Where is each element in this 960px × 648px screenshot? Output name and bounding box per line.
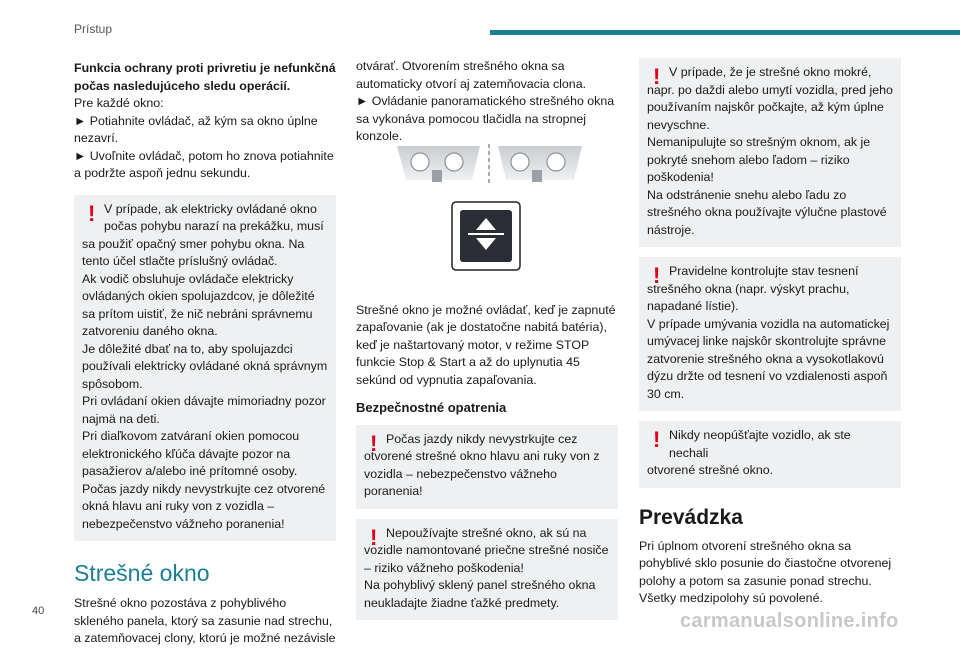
warning-text-first: Nepoužívajte strešné okno, ak sú na	[386, 525, 587, 540]
paragraph: otvárať. Otvorením strešného okna sa automaticky otvorí aj zatemňovacia clona.	[356, 59, 587, 91]
warning-text-first: V prípade, že je strešné okno mokré,	[669, 65, 872, 79]
section-title: Prevádzka	[639, 505, 743, 529]
header-accent-bar	[490, 30, 960, 35]
warning-box	[639, 257, 901, 411]
warning-text: otvorené strešné okno hlavu ani ruky von z vozidla – nebezpečenstvo vážneho poranenia!	[364, 449, 600, 498]
section-text: Strešné okno pozostáva z pohyblivého skleného panela, ktorý sa zasunie nad strechu, a zatemňovacej clony, ktorú je možné nezávisle	[74, 596, 336, 645]
warning-box	[356, 425, 618, 509]
warning-icon: !	[370, 524, 378, 550]
warning-text-first: Pravidelne kontrolujte stav tesnení	[669, 264, 859, 278]
warning-text: strešného okna (napr. výskyt prachu, napadané lístie). V prípade umývania vozidla na automatickej umývacej linke najskôr skontrolujte správne zatvorenie strešného okna a vysokotlakovú dýzu držte od tesnení vo vzdialenosti aspoň 30 cm.	[647, 281, 890, 401]
warning-icon: !	[88, 200, 96, 226]
warning-text: vozidle namontované priečne strešné nosiče – riziko vážneho poškodenia! Na pohyblivý sklený panel strešného okna neukladajte žiadne ťažké predmety.	[364, 543, 609, 610]
warning-icon: !	[370, 430, 378, 456]
intro-bold: Funkcia ochrany proti privretiu je nefunkčná počas nasledujúceho sledu operácií.	[74, 61, 336, 93]
column-1	[74, 58, 336, 648]
warning-text: sa použiť opačný smer pohybu okna. Na tento účel stlačte príslušný ovládač. Ak vodič obsluhuje ovládače elektricky ovládaných okien spolujazdcov, je dôležité sa prítom uistiť, že nič nebráni správnemu zatvoreniu daného okna. Je dôležité dbať na to, aby spolujazdci používali elektricky ovládané okná správnym spôsobom. Pri ovládaní okien dávajte mimoriadny pozor najmä na deti. Pri diaľkovom zatváraní okien pomocou elektronického kľúča dávajte pozor na pasažierov a/alebo iné prítomné osoby. Počas jazdy nikdy nevystrkujte cez otvorené okná hlavu ani ruky von z vozidla – nebezpečenstvo vážneho poranenia!	[82, 236, 328, 531]
running-header: Prístup	[74, 22, 113, 36]
sunroof-button-icon	[452, 202, 520, 270]
warning-box	[639, 421, 901, 488]
warning-box	[356, 519, 618, 621]
console-right	[498, 146, 582, 182]
warning-icon: !	[653, 263, 661, 288]
paragraph: Strešné okno je možné ovládať, keď je zapnuté zapaľovanie (ak je dostatočne nabitá batéria), keď je naštartovaný motor, v režime STOP funkcie Stop & Start a až do uplynutia 45 sekúnd od vypnutia zapaľovania.	[356, 302, 616, 387]
warning-icon: !	[653, 64, 661, 89]
warning-text-first: Počas jazdy nikdy nevystrkujte cez	[386, 431, 578, 446]
warning-text: napr. po daždi alebo umytí vozidla, pred jeho používaním najskôr počkajte, až kým úplne nevyschne. Nemanipulujte so strešným oknom, ak je pokryté snehom alebo ľadom – riziko poškodenia! Na odstránenie snehu alebo ľadu zo strešného okna používajte výlučne plastové nástroje.	[647, 82, 893, 237]
warning-icon: !	[653, 427, 661, 452]
section-text: Pri úplnom otvorení strešného okna sa pohyblivé sklo posunie do čiastočne otvorenej polohy a potom sa zasunie ponad strechu. Všetky medzipolohy sú povolené.	[639, 538, 892, 605]
section-title: Strešné okno	[74, 560, 210, 586]
watermark: carmanualsonline.info	[680, 610, 899, 632]
warning-text-first: Nikdy neopúšťajte vozidlo, ak ste nechali	[669, 428, 851, 460]
subsection-title: Bezpečnostné opatrenia	[356, 400, 507, 415]
page-number: 40	[32, 605, 45, 617]
paragraph: Pre každé okno:	[74, 96, 164, 110]
warning-box	[639, 58, 901, 247]
console-left	[397, 146, 480, 182]
warning-text-first: V prípade, ak elektricky ovládané okno počas pohybu narazí na prekážku, musí	[104, 201, 324, 233]
warning-text: otvorené strešné okno.	[647, 463, 774, 477]
paragraph: ► Uvoľnite ovládač, potom ho znova potiahnite a podržte aspoň jednu sekundu.	[74, 148, 334, 180]
column-3	[639, 58, 901, 608]
roof-console-illustration	[392, 140, 592, 275]
warning-box	[74, 195, 336, 542]
paragraph: ► Ovládanie panoramatického strešného okna sa vykonáva pomocou tlačidla na stropnej konzole.	[356, 94, 615, 143]
paragraph: ► Potiahnite ovládač, až kým sa okno úplne nezavrí.	[74, 113, 318, 145]
